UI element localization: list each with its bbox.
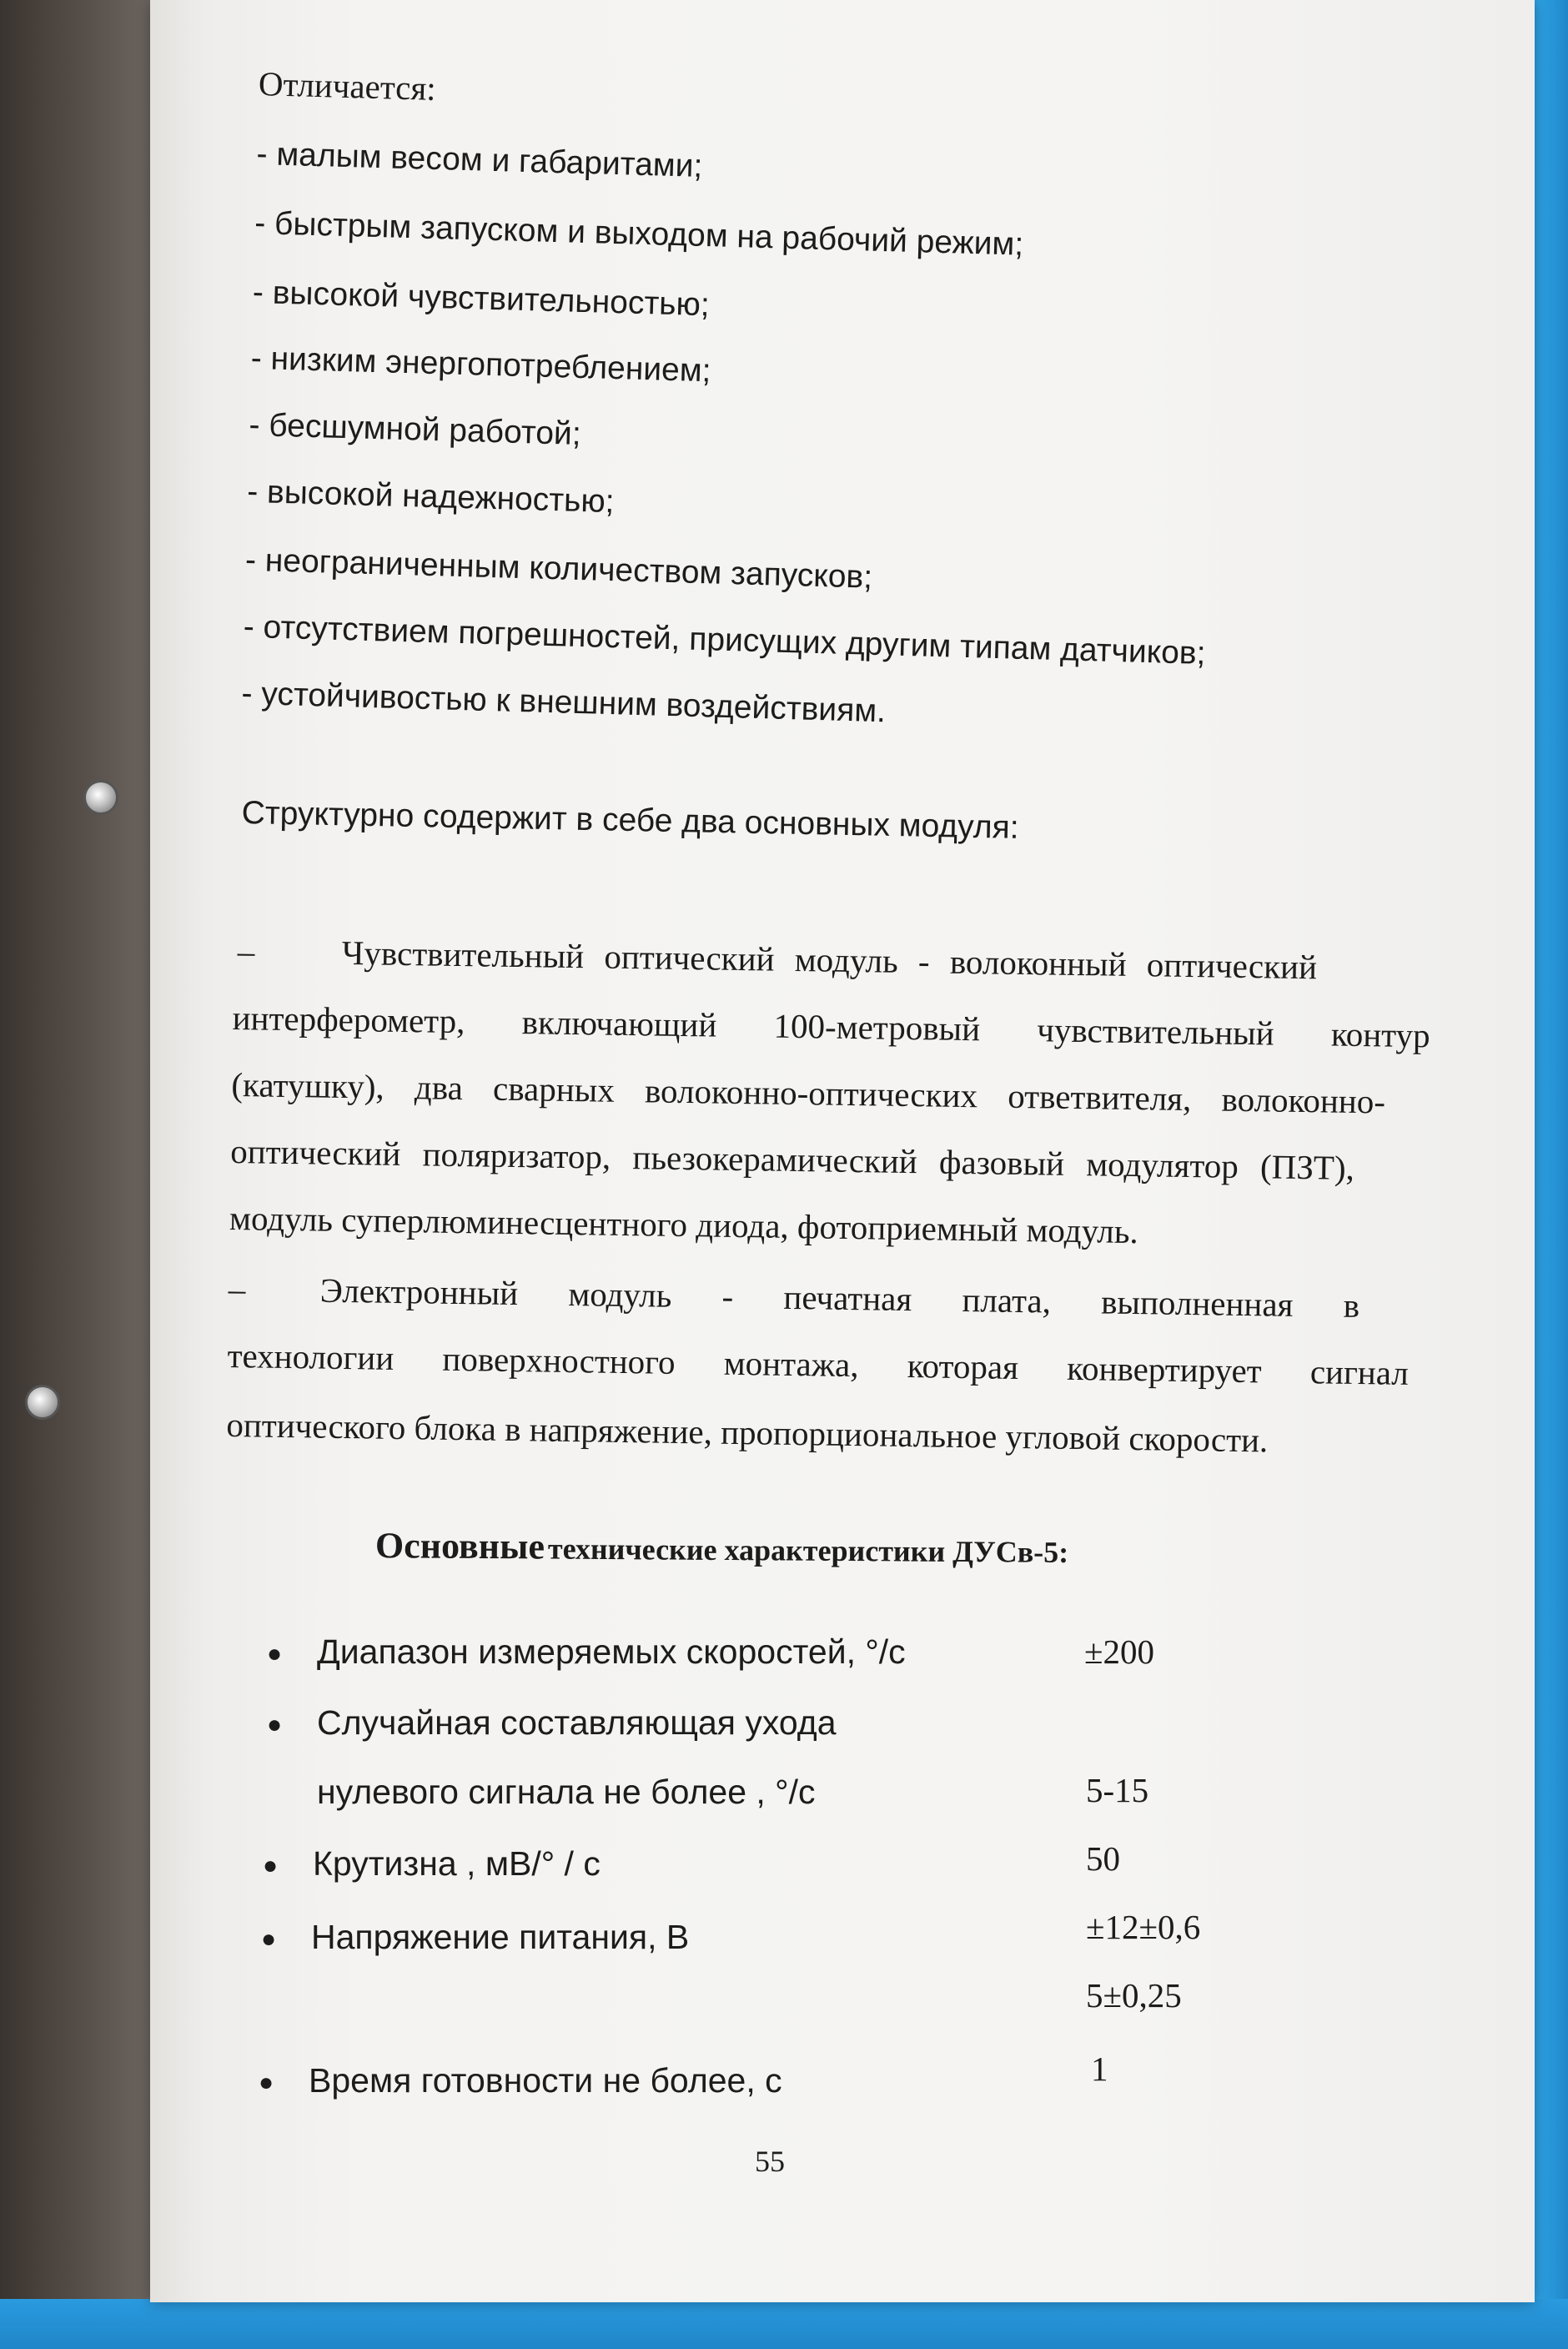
document-page [150, 0, 1535, 2302]
spec-label: Крутизна , мВ/° / с [313, 1844, 601, 1883]
spec-value: ±200 [1084, 1632, 1155, 1671]
module-1-line-1 [341, 933, 1510, 988]
bullet-icon: ● [267, 1711, 283, 1738]
spec-label: Время готовности не более, с [309, 2061, 782, 2100]
bullet-icon: ● [267, 1640, 283, 1667]
feature-item: - неограниченным количеством запусков; [244, 541, 873, 596]
feature-item: - низким энергопотреблением; [250, 340, 712, 390]
module-2-line-3: оптического блока в напряжение, пропорциональное угловой скорости. [226, 1405, 1269, 1460]
spec-label: нулевого сигнала не более , °/с [317, 1773, 816, 1811]
specs-heading-rest: технические характеристики ДУСв-5: [547, 1532, 1069, 1569]
spec-value: ±12±0,6 [1086, 1908, 1201, 1946]
features-intro: Отличается: [258, 64, 437, 108]
module-1-line-4: оптический поляризатор, пьезокерамический фазовый модулятор (ПЗТ), [229, 1131, 1355, 1187]
module-dash: – [237, 932, 255, 971]
specs-heading-first-word: Основные [374, 1525, 545, 1567]
spec-label: Напряжение питания, В [311, 1918, 690, 1956]
binder-ring-bottom [25, 1385, 60, 1420]
binder-cover-bottom [0, 2299, 1568, 2349]
module-1-text: Чувствительный оптический модуль - волоконный оптический [341, 933, 1318, 987]
feature-item: - бесшумной работой; [248, 406, 582, 452]
spec-label: Диапазон измеряемых скоростей, °/с [317, 1632, 906, 1671]
specs-heading [375, 1524, 1069, 1572]
module-2-line-1: Электронный модуль - печатная плата, выполненная в [319, 1270, 1360, 1325]
modules-block [142, 0, 1549, 1521]
spec-label: Случайная составляющая ухода [317, 1703, 837, 1742]
page-number: 55 [755, 2145, 785, 2178]
bullet-icon: ● [261, 1925, 277, 1953]
spec-value: 5±0,25 [1086, 1976, 1182, 2015]
module-dash: – [228, 1269, 246, 1309]
module-1-line-5: модуль суперлюминесцентного диода, фотоприемный модуль. [229, 1198, 1139, 1251]
module-1-line-3: (катушку), два сварных волоконно-оптических ответвителя, волоконно- [231, 1064, 1386, 1121]
feature-item: - высокой чувствительностью; [252, 274, 711, 324]
spec-value: 5-15 [1086, 1771, 1149, 1809]
feature-item: - высокой надежностью; [246, 473, 616, 521]
page-content [150, 0, 1535, 2302]
feature-item: - быстрым запуском и выходом на рабочий режим; [254, 204, 1024, 263]
bullet-icon: ● [263, 1852, 279, 1879]
feature-item: - отсутствием погрешностей, присущих другим типам датчиков; [243, 608, 1207, 672]
feature-item: - малым весом и габаритами; [256, 135, 703, 184]
bullet-icon: ● [259, 2069, 274, 2096]
module-2-line-2: технологии поверхностного монтажа, которая конвертирует сигнал [227, 1335, 1410, 1392]
binder-ring-top [83, 780, 118, 815]
module-1-line-2: интерферометр, включающий 100-метровый чувствительный контур [232, 998, 1430, 1055]
spec-value: 50 [1086, 1839, 1120, 1878]
spec-value: 1 [1091, 2050, 1108, 2088]
structure-intro: Структурно содержит в себе два основных модуля: [241, 795, 1019, 846]
feature-item: - устойчивостью к внешним воздействиям. [240, 675, 887, 730]
